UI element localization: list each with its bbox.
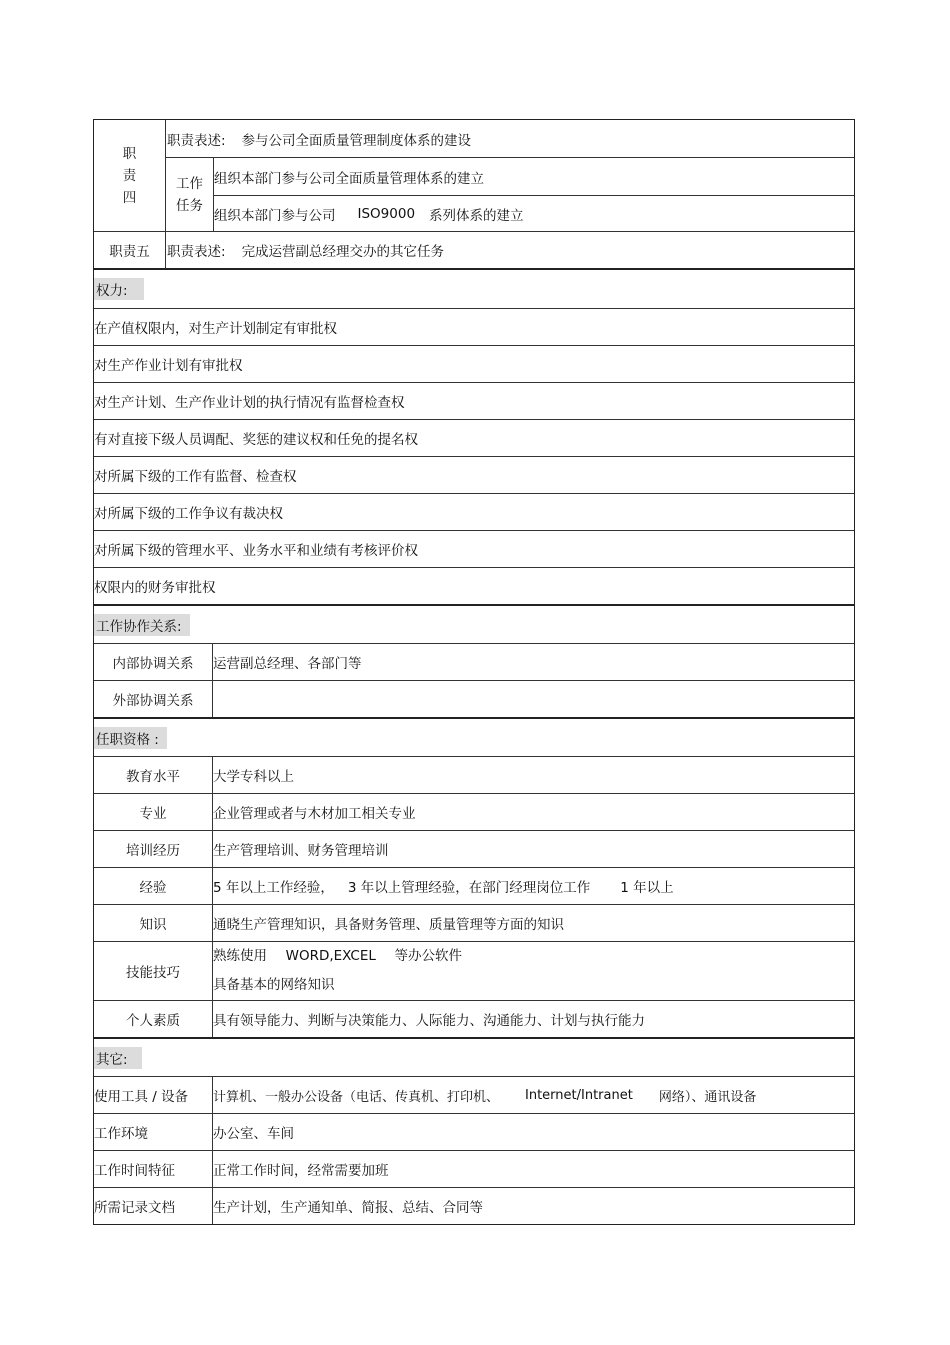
duty-5-label: 职责五	[109, 244, 150, 260]
list-item: 有对直接下级人员调配、奖惩的建议权和任免的提名权	[94, 419, 854, 456]
row-label: 内部协调关系	[112, 656, 194, 672]
table-row	[94, 941, 854, 1000]
authority-section	[93, 269, 855, 605]
section-title: 权力:	[94, 278, 144, 300]
section-title: 其它:	[94, 1047, 142, 1069]
table-row	[94, 904, 854, 941]
list-item: 对生产计划、生产作业计划的执行情况有监督检查权	[94, 382, 854, 419]
table-row	[94, 680, 854, 717]
job-description-table	[93, 119, 855, 1225]
task-text: 系列体系的建立	[429, 207, 524, 224]
list-item: 在产值权限内，对生产计划制定有审批权	[94, 308, 854, 345]
row-label: 经验	[139, 880, 167, 896]
row-value: 正常工作时间，经常需要加班	[212, 1151, 854, 1187]
duty-4-label: 职 责 四	[122, 145, 137, 206]
row-value: 具有领导能力、判断与决策能力、人际能力、沟通能力、计划与执行能力	[212, 1001, 854, 1037]
duty-4-desc-text: 参与公司全面质量管理制度体系的建设	[241, 132, 472, 149]
row-label: 工作时间特征	[94, 1163, 175, 1179]
table-row	[94, 1187, 854, 1224]
row-value: 通晓生产管理知识，具备财务管理、质量管理等方面的知识	[212, 905, 854, 941]
other-header	[94, 1039, 854, 1076]
row-label: 所需记录文档	[94, 1200, 175, 1216]
row-value: 计算机、一般办公设备（电话、传真机、打印机、 Internet/Intranet 网络）、通讯设备	[212, 1077, 854, 1113]
row-label: 专业	[139, 806, 167, 822]
list-item: 对所属下级的工作争议有裁决权	[94, 493, 854, 530]
row-value: 办公室、车间	[212, 1114, 854, 1150]
duties-section	[93, 119, 855, 269]
list-item: 权限内的财务审批权	[94, 567, 854, 604]
row-label: 培训经历	[126, 843, 180, 859]
duty-4-row	[94, 120, 854, 231]
row-label: 个人素质	[126, 1013, 180, 1029]
duty-5-row	[94, 231, 854, 268]
section-title: 工作协作关系:	[94, 614, 190, 636]
table-row	[94, 1150, 854, 1187]
section-title: 任职资格 :	[94, 727, 167, 749]
table-row	[94, 1113, 854, 1150]
table-row	[94, 1000, 854, 1037]
duty-5-desc-text: 完成运营副总经理交办的其它任务	[241, 244, 445, 260]
list-item: 对所属下级的管理水平、业务水平和业绩有考核评价权	[94, 530, 854, 567]
authority-header	[94, 270, 854, 308]
table-row	[94, 756, 854, 793]
task-text: 组织本部门参与公司	[214, 207, 336, 224]
task-label: 工作 任务	[176, 175, 203, 214]
duty-4-tasks	[166, 157, 854, 231]
list-item: 对生产作业计划有审批权	[94, 345, 854, 382]
qualifications-header	[94, 719, 854, 756]
other-section	[93, 1038, 855, 1225]
duty-4-desc-label: 职责表述:	[167, 132, 226, 149]
row-value: 运营副总经理、各部门等	[212, 644, 854, 680]
row-value: 大学专科以上	[212, 757, 854, 793]
row-value: 熟练使用 WORD,EXCEL 等办公软件 具备基本的网络知识	[212, 942, 854, 1000]
table-row	[94, 1076, 854, 1113]
row-value	[212, 681, 854, 717]
task-text: ISO9000	[357, 205, 416, 222]
table-row	[94, 793, 854, 830]
table-row	[94, 867, 854, 904]
row-label: 教育水平	[126, 769, 180, 785]
cooperation-section	[93, 605, 855, 718]
task-text: 组织本部门参与公司全面质量管理体系的建立	[214, 170, 484, 187]
list-item: 对所属下级的工作有监督、检查权	[94, 456, 854, 493]
duty-4-body	[165, 120, 854, 231]
row-label: 使用工具 / 设备	[94, 1089, 189, 1105]
row-value: 企业管理或者与木材加工相关专业	[212, 794, 854, 830]
row-label: 知识	[139, 917, 167, 933]
table-row	[94, 643, 854, 680]
duty-5-desc-label: 职责表述:	[167, 244, 226, 260]
task-row	[214, 195, 854, 231]
task-row	[214, 158, 854, 195]
row-label: 外部协调关系	[112, 693, 194, 709]
row-label: 技能技巧	[126, 965, 180, 981]
row-value: 生产管理培训、财务管理培训	[212, 831, 854, 867]
cooperation-header	[94, 606, 854, 643]
row-value: 5 年以上工作经验， 3 年以上管理经验，在部门经理岗位工作 1 年以上	[212, 868, 854, 904]
duty-4-desc-row	[166, 120, 854, 157]
qualifications-section	[93, 718, 855, 1038]
row-label: 工作环境	[94, 1126, 148, 1142]
table-row	[94, 830, 854, 867]
row-value: 生产计划，生产通知单、简报、总结、合同等	[212, 1188, 854, 1224]
